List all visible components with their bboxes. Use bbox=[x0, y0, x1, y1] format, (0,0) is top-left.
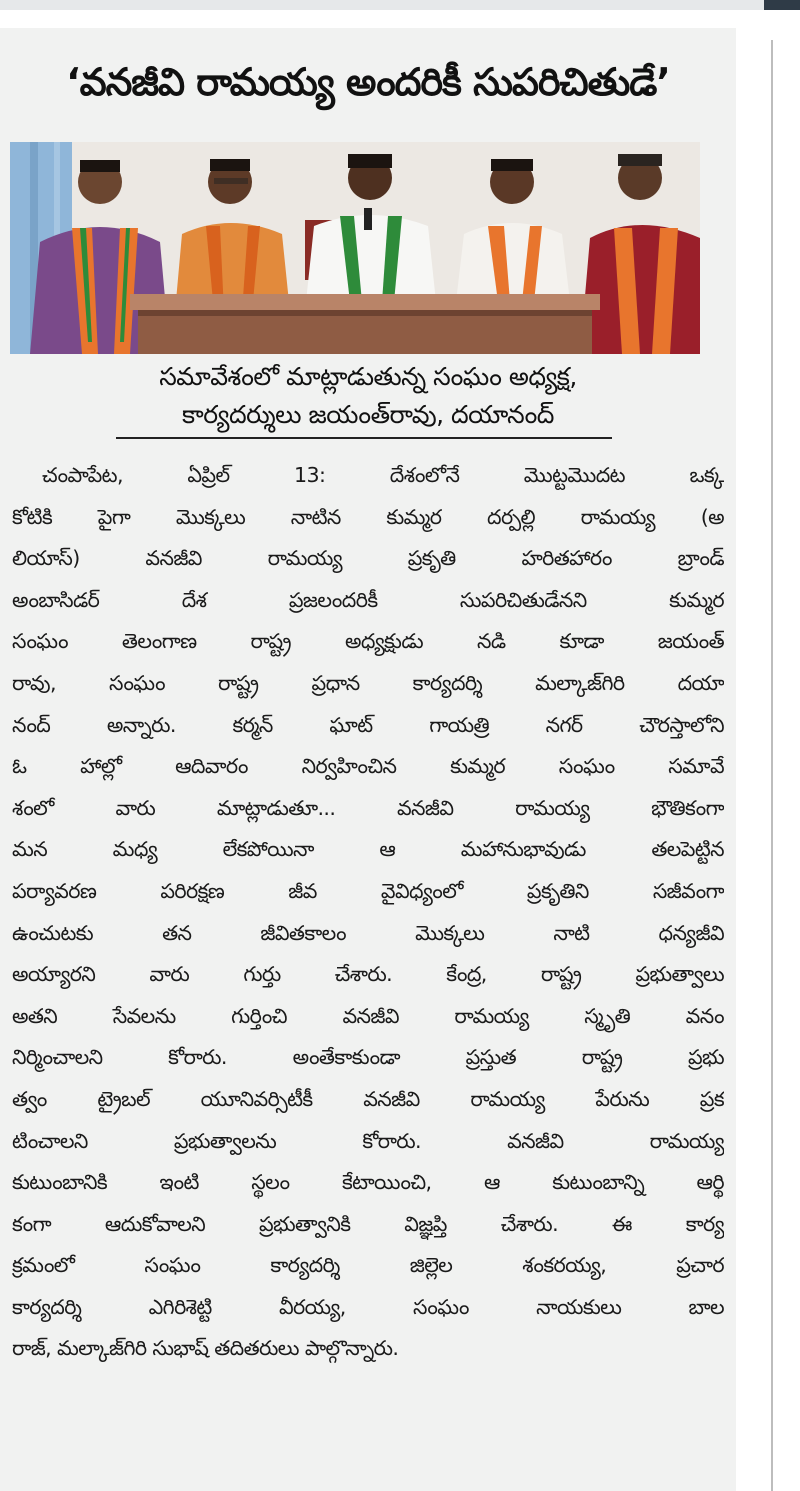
body-line: సంఘం తెలంగాణ రాష్ట్ర అధ్యక్షుడు నడి కూడా జయంత్ bbox=[12, 629, 724, 654]
body-line: పర్యావరణ పరిరక్షణ జీవ వైవిధ్యంలో ప్రకృతిని సజీవంగా bbox=[12, 878, 724, 903]
body-line: చంపాపేట, ఏప్రిల్ 13: దేశంలోనే మొట్టమొదట ఒక్క bbox=[42, 463, 724, 487]
body-line: అయ్యారని వారు గుర్తు చేశారు. కేంద్ర, రాష్ట్ర ప్రభుత్వాలు bbox=[12, 962, 724, 987]
body-line: కార్యదర్శి ఎగిరిశెట్టి వీరయ్య, సంఘం నాయకులు బాల bbox=[12, 1294, 724, 1319]
column-divider bbox=[771, 40, 773, 1491]
body-line: శంలో వారు మాట్లాడుతూ... వనజీవి రామయ్య భౌతికంగా bbox=[12, 795, 724, 820]
body-line: టించాలని ప్రభుత్వాలను కోరారు. వనజీవి రామయ్య bbox=[12, 1128, 724, 1153]
top-strip bbox=[0, 0, 800, 10]
body-line: త్వం ట్రైబల్ యూనివర్సిటీకీ వనజీవి రామయ్య పేరును ప్రక bbox=[12, 1086, 724, 1111]
body-line: ఓ హాల్లో ఆదివారం నిర్వహించిన కుమ్మర సంఘం సమావే bbox=[12, 754, 724, 779]
photo-caption-line-1: సమావేశంలో మాట్లాడుతున్న సంఘం అధ్యక్ష, bbox=[159, 362, 577, 391]
body-line: మన మధ్య లేకపోయినా ఆ మహానుభావుడు తలపెట్టిన bbox=[12, 837, 724, 862]
photo-caption-line-2: కార్యదర్శులు జయంత్‌రావు, దయానంద్ bbox=[182, 400, 554, 429]
body-line: అతని సేవలను గుర్తించి వనజీవి రామయ్య స్మృతి వనం bbox=[12, 1003, 724, 1028]
press-meet-photo bbox=[10, 142, 700, 354]
article-body bbox=[12, 455, 724, 1370]
caption-underline bbox=[116, 437, 612, 439]
body-line: కంగా ఆదుకోవాలని ప్రభుత్వానికి విజ్ఞప్తి చేశారు. ఈ కార్య bbox=[12, 1211, 724, 1236]
body-line: నిర్మించాలని కోరారు. అంతేకాకుండా ప్రస్తుత రాష్ట్ర ప్రభు bbox=[12, 1045, 724, 1070]
body-line: రాజ్, మల్కాజ్‌గిరి సుభాష్ తదితరులు పాల్గొన్నారు. bbox=[12, 1336, 399, 1361]
body-line: కుటుంబానికి ఇంటి స్థలం కేటాయించి, ఆ కుటుంబాన్ని ఆర్థి bbox=[12, 1170, 724, 1195]
body-line: ఉంచుటకు తన జీవితకాలం మొక్కలు నాటి ధన్యజీవి bbox=[12, 920, 724, 945]
body-line: క్రమంలో సంఘం కార్యదర్శి జిల్లెల శంకరయ్య, ప్రచార bbox=[12, 1253, 724, 1278]
body-line: అంబాసిడర్ దేశ ప్రజలందరికీ సుపరిచితుడేనని కుమ్మర bbox=[12, 587, 724, 612]
headline: ‘వనజీవి రామయ్య అందరికీ సుపరిచితుడే’ bbox=[66, 60, 670, 104]
body-line: లియాస్) వనజీవి రామయ్య ప్రకృతి హరితహారం బ్రాండ్ bbox=[12, 546, 724, 571]
top-strip-tab bbox=[764, 0, 800, 10]
body-line: కోటికి పైగా మొక్కలు నాటిన కుమ్మర దర్పల్లి రామయ్య (అ bbox=[12, 504, 724, 529]
body-line: రావు, సంఘం రాష్ట్ర ప్రధాన కార్యదర్శి మల్కాజ్‌గిరి దయా bbox=[12, 670, 724, 695]
body-line: నంద్ అన్నారు. కర్మన్ ఘాట్ గాయత్రి నగర్ చౌరస్తాలోని bbox=[12, 712, 724, 737]
